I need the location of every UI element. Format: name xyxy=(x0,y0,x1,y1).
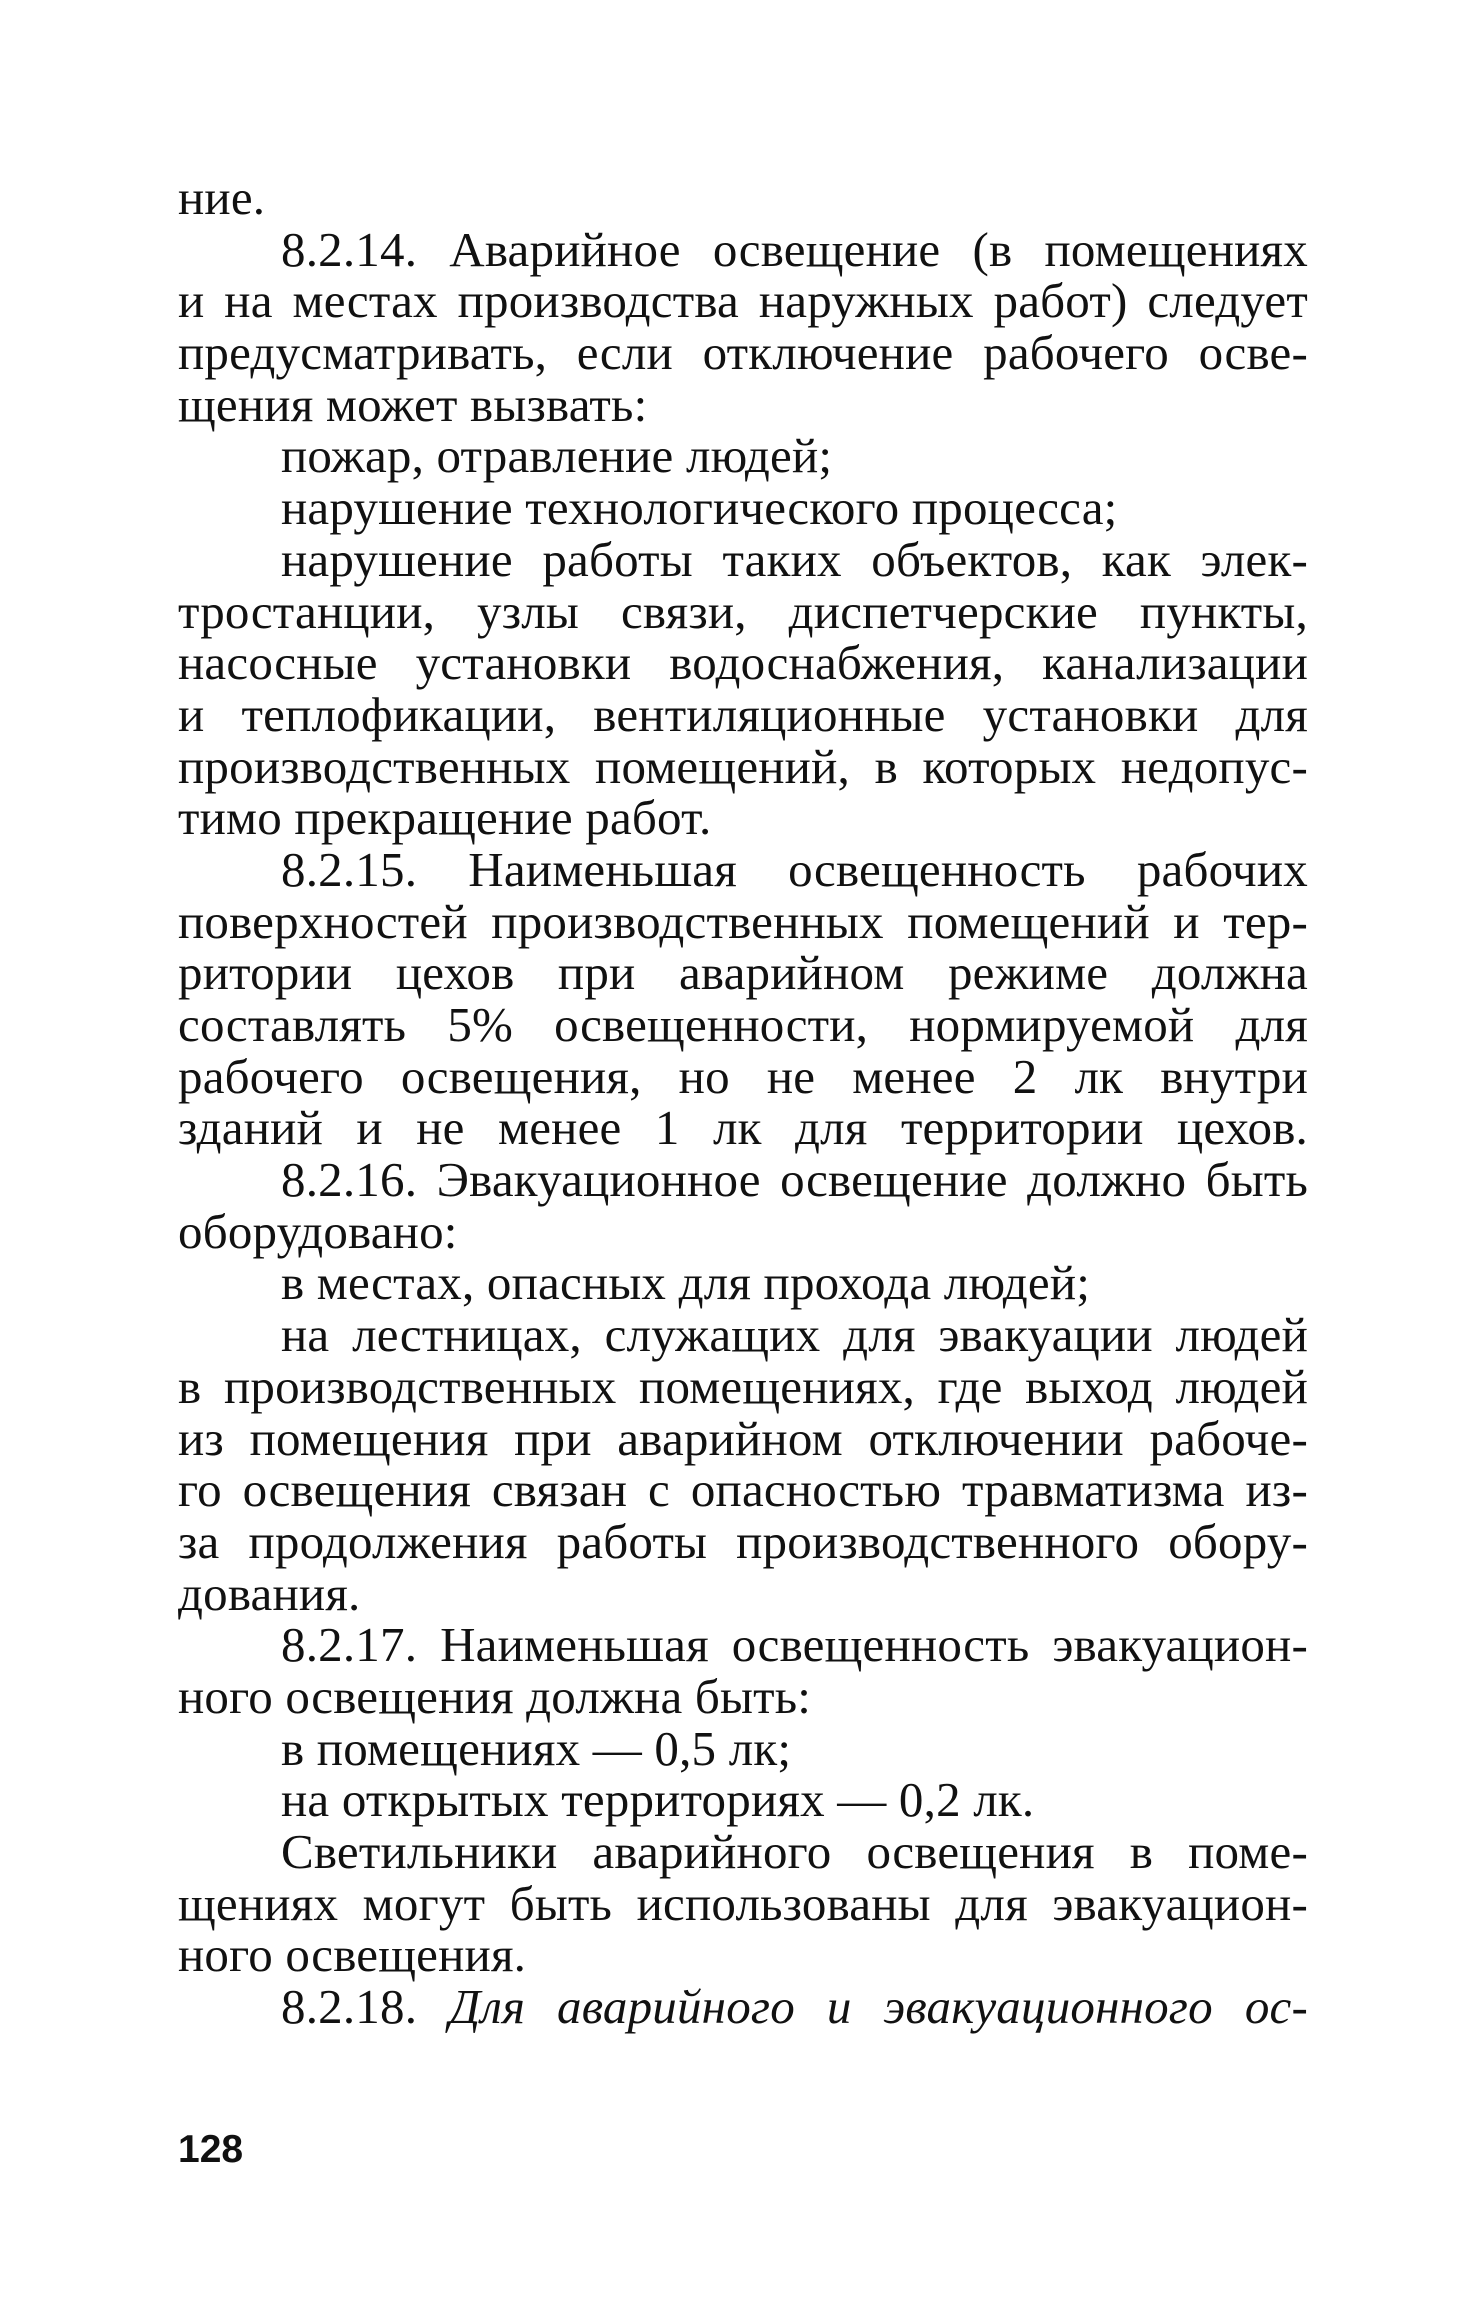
italic-heading: Для аварийного и эвакуационного ос- xyxy=(449,1979,1308,2035)
text-line: составлять 5% освещенности, нормируемой для xyxy=(178,997,1308,1052)
text-line: зданий и не менее 1 лк для территории цехов. xyxy=(178,1100,1308,1156)
text-line-final xyxy=(178,1981,1308,2033)
text-line: щениях могут быть использованы для эвакуацион- xyxy=(178,1875,1308,1931)
text-line: дования. xyxy=(178,1565,361,1621)
text-line: на лестницах, служащих для эвакуации людей xyxy=(281,1307,1308,1363)
page-number: 128 xyxy=(178,2128,244,2171)
text-line: тростанции, узлы связи, диспетчерские пункты, xyxy=(178,583,1308,639)
text-line: го освещения связан с опасностью травматизма из- xyxy=(178,1462,1308,1518)
text-line: и на местах производства наружных работ) следует xyxy=(178,273,1308,329)
text-line: рабочего освещения, но не менее 2 лк внутри xyxy=(178,1048,1308,1104)
text-line: ного освещения. xyxy=(178,1927,527,1983)
document-page xyxy=(178,172,1308,2033)
text-line: Светильники аварийного освещения в поме- xyxy=(281,1824,1308,1879)
text-line: щения может вызвать: xyxy=(178,376,648,432)
text-line: и теплофикации, вентиляционные установки для xyxy=(178,686,1308,742)
text-line: ного освещения должна быть: xyxy=(178,1668,812,1724)
text-line: оборудовано: xyxy=(178,1203,458,1259)
text-line: в помещениях — 0,5 лк; xyxy=(281,1720,792,1776)
text-line: на открытых территориях — 0,2 лк. xyxy=(281,1772,1035,1828)
text-line: ритории цехов при аварийном режиме должна xyxy=(178,945,1308,1001)
text-line: 8.2.16. Эвакуационное освещение должно быть xyxy=(281,1152,1308,1208)
text-line: предусматривать, если отключение рабочего осве- xyxy=(178,325,1308,381)
text-line: поверхностей производственных помещений и тер- xyxy=(178,893,1308,949)
text-line: насосные установки водоснабжения, канализации xyxy=(178,635,1308,691)
text-line: нарушение технологического процесса; xyxy=(281,480,1118,536)
text-line: производственных помещений, в которых недопус- xyxy=(178,738,1308,794)
text-line: ние. xyxy=(178,170,266,225)
text-line: нарушение работы таких объектов, как элек- xyxy=(281,531,1308,587)
text-line: пожар, отравление людей; xyxy=(281,428,833,484)
text-line: 8.2.14. Аварийное освещение (в помещениях xyxy=(281,221,1308,277)
text-line: тимо прекращение работ. xyxy=(178,790,712,846)
section-number: 8.2.18. xyxy=(281,1979,450,2035)
text-line: из помещения при аварийном отключении рабоче- xyxy=(178,1410,1308,1466)
text-line: в местах, опасных для прохода людей; xyxy=(281,1255,1091,1311)
text-line: 8.2.15. Наименьшая освещенность рабочих xyxy=(281,841,1308,897)
text-line: в производственных помещениях, где выход людей xyxy=(178,1358,1308,1414)
text-line: за продолжения работы производственного обору- xyxy=(178,1513,1308,1569)
text-line: 8.2.17. Наименьшая освещенность эвакуацион- xyxy=(281,1617,1308,1673)
